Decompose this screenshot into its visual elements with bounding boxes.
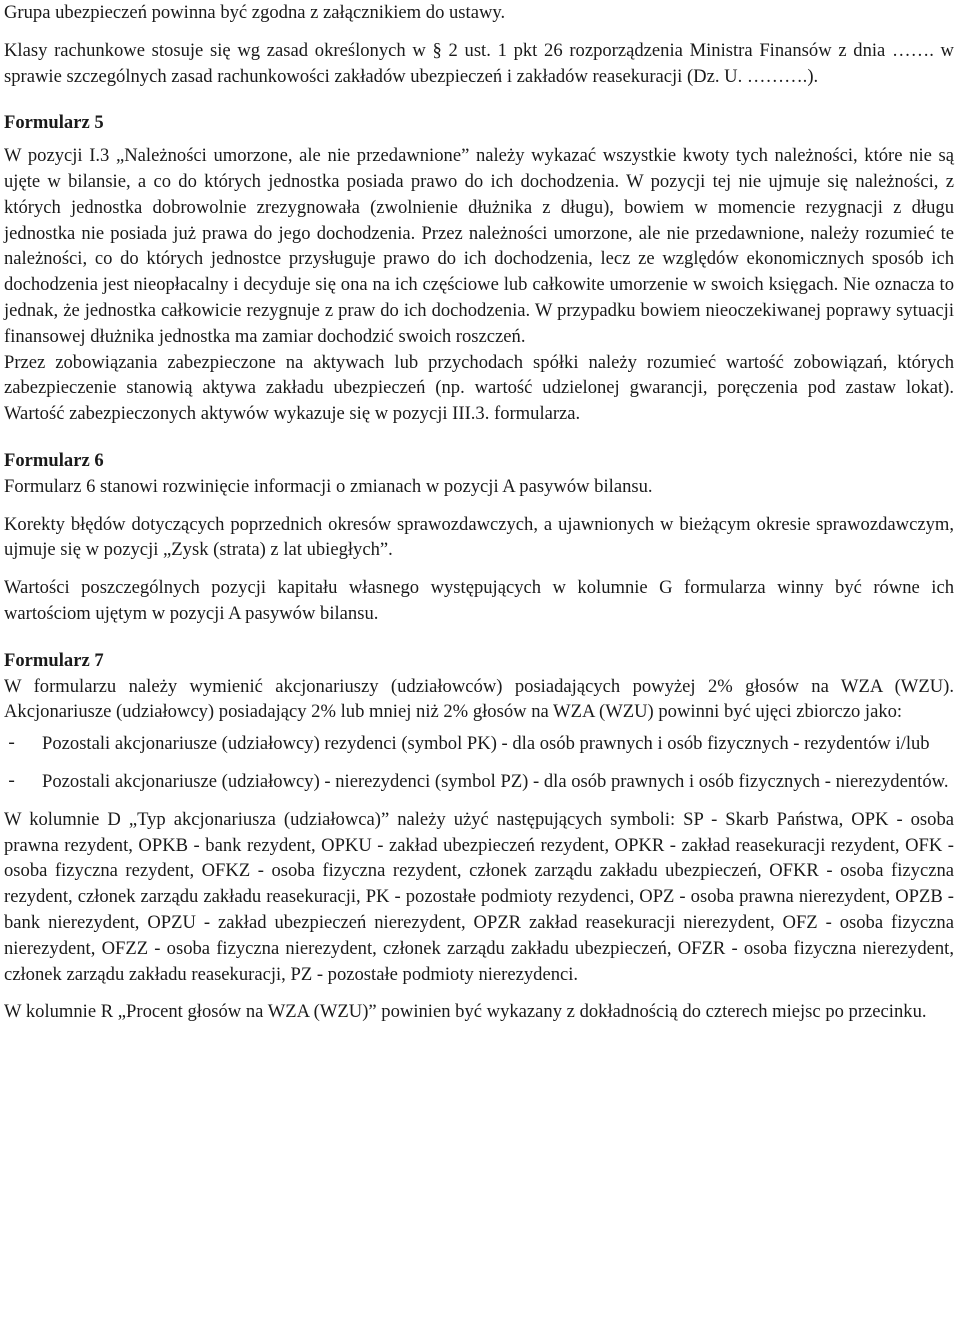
shareholder-groups-list [4, 731, 954, 795]
formularz-6-paragraph-equity: Wartości poszczególnych pozycji kapitału własnego występujących w kolumnie G formularza winny być równe ich wartościom ujętym w pozycji A pasywów bilansu. [4, 577, 954, 624]
dash-bullet: - [6, 733, 18, 755]
formularz-7-paragraph-shareholders: W formularzu należy wymienić akcjonariuszy (udziałowców) posiadających powyżej 2% głosów na WZA (WZU). Akcjonariusze (udziałowcy) posiadający 2% lub mniej niż 2% głosów na WZA (WZU) powinni być ujęci zbiorczo jako: [4, 675, 954, 723]
formularz-6-heading: Formularz 6 [4, 449, 104, 471]
list-item-text: Pozostali akcjonariusze (udziałowcy) rezydenci (symbol PK) - dla osób prawnych i osób fizycznych - rezydentów i/lub [42, 733, 930, 755]
list-item [4, 769, 954, 795]
formularz-7-paragraph-column-r: W kolumnie R „Procent głosów na WZA (WZU)” powinien być wykazany z dokładnością do czterech miejsc po przecinku. [4, 1001, 927, 1023]
formularz-5-paragraph-liabilities: Przez zobowiązania zabezpieczone na aktywach lub przychodach spółki należy rozumieć wartość zobowiązań, których zabezpieczenie stanowią aktywa zakładu ubezpieczeń (np. wartość udzielonej gwarancji, poręczenia pod zastaw lokat). Wartość zabezpieczonych aktywów wykazuje się w pozycji III.3. formularza. [4, 351, 954, 425]
formularz-6-paragraph-corrections: Korekty błędów dotyczących poprzednich okresów sprawozdawczych, a ujawnionych w bieżącym okresie sprawozdawczym, ujmuje się w pozycji „Zysk (strata) z lat ubiegłych”. [4, 513, 954, 561]
list-item [4, 731, 954, 757]
formularz-7-paragraph-column-d: W kolumnie D „Typ akcjonariusza (udziałowca)” należy użyć następujących symboli: SP - Skarb Państwa, OPK - osoba prawna rezydent, OPKB - bank rezydent, OPKU - zakład ubezpieczeń rezydent, OPKR - zakład reasekuracji rezydent, OFK - osoba fizyczna rezydent, OFKZ - osoba fizyczna rezydent, członek zarządu zakładu ubezpieczeń, OFKR - osoba fizyczna rezydent, członek zarządu zakładu reasekuracji, PK - pozostałe podmioty rezydenci, OPZ - osoba prawna nierezydent, OPZB - bank nierezydent, OPZU - zakład ubezpieczeń nierezydent, OPZR zakład reasekuracji nierezydent, OFZ - osoba fizyczna nierezydent, OFZZ - osoba fizyczna nierezydent, członek zarządu zakładu ubezpieczeń, OFZR - osoba fizyczna nierezydent, członek zarządu zakładu reasekuracji, PZ - pozostałe podmioty nierezydenci. [4, 808, 954, 985]
dash-bullet: - [6, 770, 18, 792]
formularz-6-paragraph-intro: Formularz 6 stanowi rozwinięcie informacji o zmianach w pozycji A pasywów bilansu. [4, 475, 653, 497]
formularz-5-heading: Formularz 5 [4, 112, 104, 134]
formularz-5-paragraph-receivables: W pozycji I.3 „Należności umorzone, ale nie przedawnione” należy wykazać wszystkie kwoty tych należności, które nie są ujęte w bilansie, a co do których jednostka posiada prawo do ich dochodzenia. W pozycji tej nie ujmuje się należności, z których jednostka dobrowolnie zrezygnowała (zwolnienie dłużnika z długu), bowiem w momencie rezygnacji z długu jednostka nie posiada już prawa do jego dochodzenia. Przez należności umorzone, ale nie przedawnione, należy rozumieć te należności, co do których jednostce przysługuje prawo do ich dochodzenia, lecz ze względów ekonomicznych sposób ich dochodzenia jest nieopłacalny i decyduje się ona na ich częściowe lub całkowite umorzenie w swoich księgach. Nie oznacza to jednak, że jednostka całkowicie rezygnuje z praw do ich dochodzenia. W przypadku bowiem nieoczekiwanej poprawy sytuacji finansowej dłużnika jednostka ma zamiar dochodzić swoich roszczeń. [4, 145, 954, 347]
formularz-7-heading: Formularz 7 [4, 649, 104, 671]
intro-paragraph-group: Grupa ubezpieczeń powinna być zgodna z załącznikiem do ustawy. [4, 2, 506, 23]
list-item-text: Pozostali akcjonariusze (udziałowcy) - nierezydenci (symbol PZ) - dla osób prawnych i osób fizycznych - nierezydentów. [42, 770, 949, 792]
intro-paragraph-accounts: Klasy rachunkowe stosuje się wg zasad określonych w § 2 ust. 1 pkt 26 rozporządzenia Ministra Finansów z dnia ……. w sprawie szczególnych zasad rachunkowości zakładów ubezpieczeń i zakładów reasekuracji (Dz. U. ……….). [4, 39, 954, 87]
